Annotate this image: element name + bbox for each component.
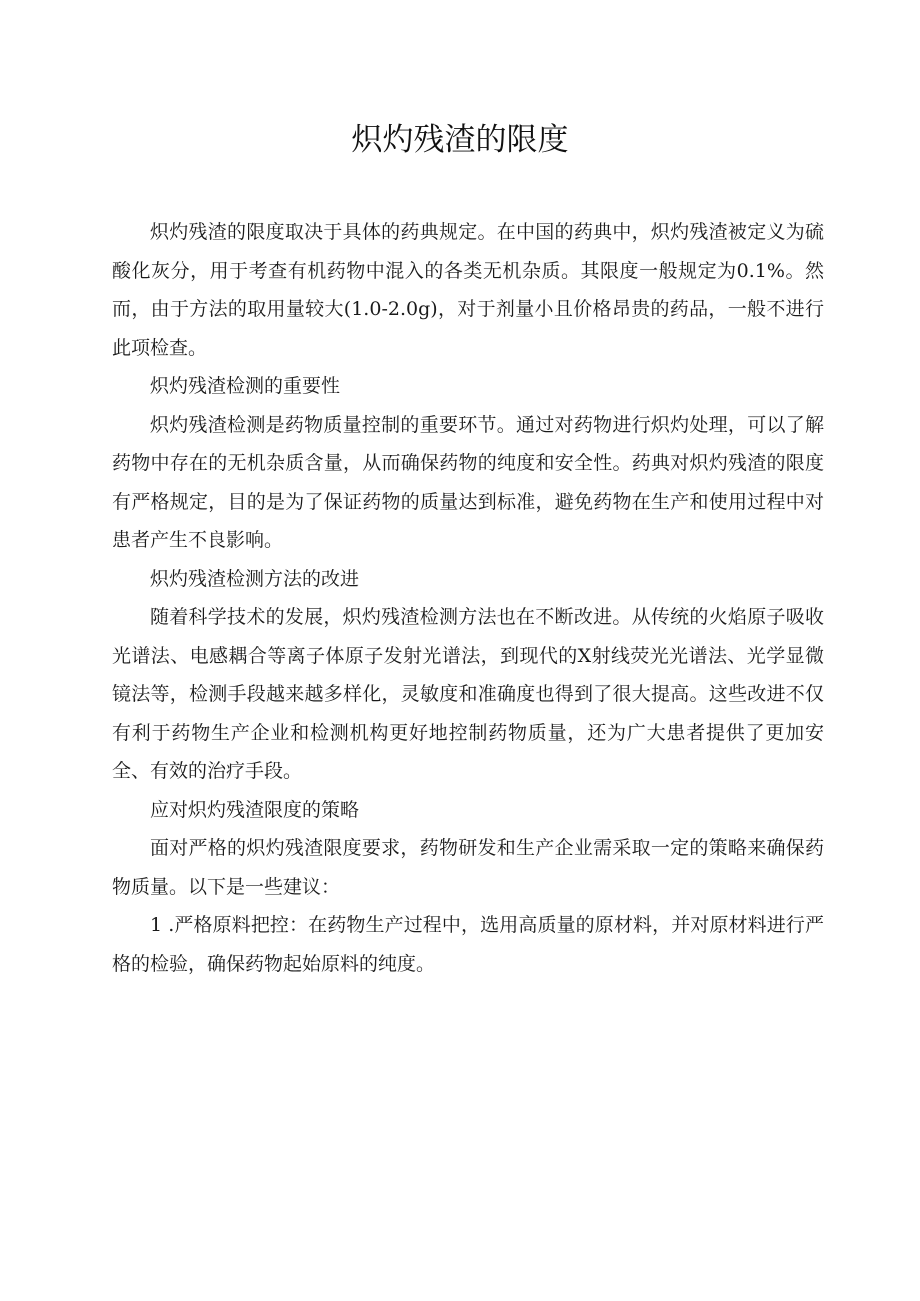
paragraph-intro: 炽灼残渣的限度取决于具体的药典规定。在中国的药典中，炽灼残渣被定义为硫酸化灰分，用于考查有机药物中混入的各类无机杂质。其限度一般规定为0.1%。然而，由于方法的取用量较大(1.0-2.0g)，对于剂量小且价格昂贵的药品，一般不进行此项检查。 [112,221,824,359]
document-body [112,213,824,983]
paragraph-importance: 炽灼残渣检测是药物质量控制的重要环节。通过对药物进行炽灼处理，可以了解药物中存在的无机杂质含量，从而确保药物的纯度和安全性。药典对炽灼残渣的限度有严格规定，目的是为了保证药物的质量达到标准，避免药物在生产和使用过程中对患者产生不良影响。 [112,413,824,551]
section-heading-importance: 炽灼残渣检测的重要性 [150,375,341,397]
document-title: 炽灼残渣的限度 [351,122,569,158]
paragraph-method-improvement: 随着科学技术的发展，炽灼残渣检测方法也在不断改进。从传统的火焰原子吸收光谱法、电感耦合等离子体原子发射光谱法，到现代的X射线荧光光谱法、光学显微镜法等，检测手段越来越多样化，灵敏度和准确度也得到了很大提高。这些改进不仅有利于药物生产企业和检测机构更好地控制药物质量，还为广大患者提供了更加安全、有效的治疗手段。 [112,606,824,782]
section-heading-method-improvement: 炽灼残渣检测方法的改进 [150,567,360,590]
paragraph-strategy: 面对严格的炽灼残渣限度要求，药物研发和生产企业需采取一定的策略来确保药物质量。以下是一些建议： [112,837,824,898]
section-heading-strategy: 应对炽灼残渣限度的策略 [150,798,360,821]
list-item-raw-material-control: 1 .严格原料把控：在药物生产过程中，选用高质量的原材料，并对原材料进行严格的检验，确保药物起始原料的纯度。 [112,914,824,975]
